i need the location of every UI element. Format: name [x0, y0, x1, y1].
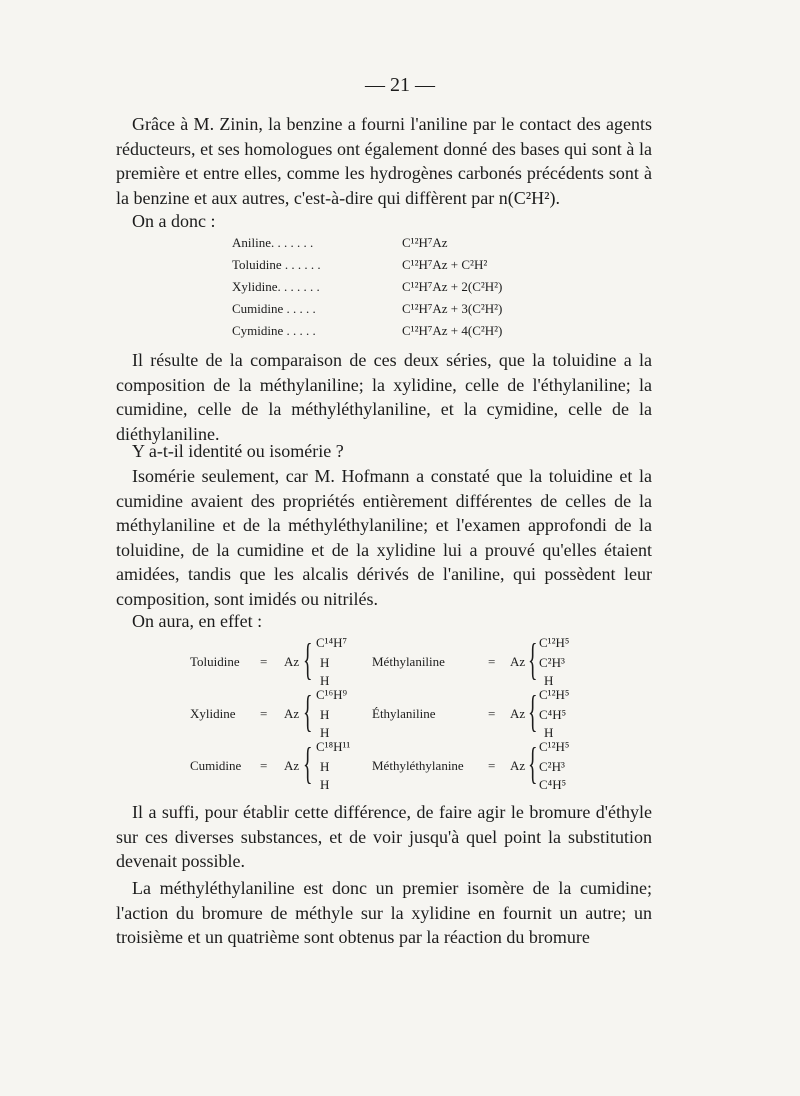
brace-icon: {	[528, 635, 538, 684]
paragraph-7	[116, 800, 652, 874]
formula-part: H	[320, 707, 330, 722]
formula-part: H	[320, 777, 330, 792]
series-formula: C¹²H⁷Az + C²H²	[402, 257, 488, 272]
formula-az: Az	[284, 758, 300, 773]
paragraph-2: On a donc :	[132, 211, 216, 231]
formula-part: H	[320, 759, 330, 774]
formula-name: Méthyléthylanine	[372, 758, 464, 773]
formula-part: C²H³	[539, 655, 565, 670]
series-name: Xylidine. . . . . . .	[232, 279, 320, 294]
paragraph-5	[116, 464, 652, 611]
paragraph-6: On aura, en effet :	[132, 611, 263, 631]
formula-part: C¹⁸H¹¹	[316, 739, 351, 754]
formula-part: H	[544, 673, 554, 688]
series-formula: C¹²H⁷Az + 3(C²H²)	[402, 301, 503, 316]
series-name: Cumidine . . . . .	[232, 301, 316, 316]
paragraph-8-text: La méthyléthylaniline est donc un premier isomère de la cumidine; l'action du bromure de méthyle sur la xylidine en fournit un autre; un troisième et un quatrième sont obtenus par la réaction du bromure	[116, 878, 652, 947]
formula-az: Az	[510, 758, 526, 773]
formula-az: Az	[510, 654, 526, 669]
series-name: Toluidine . . . . . .	[232, 257, 321, 272]
paragraph-4: Y a-t-il identité ou isomérie ?	[132, 441, 344, 461]
formula-part: H	[320, 725, 330, 740]
formula-part: C¹²H⁵	[539, 635, 570, 650]
brace-icon: {	[528, 687, 538, 736]
paragraph-5-text: Isomérie seulement, car M. Hofmann a constaté que la toluidine et la cumidine avaient des propriétés entièrement différentes de celles de la méthylaniline et de la méthyléthylaniline; et l'examen approfondi de la toluidine, de la cumidine et de la xylidine lui a prouvé qu'elles étaient amidées, tandis que les alcalis dérivés de l'aniline, qui possèdent leur composition, sont imidés ou nitrilés.	[116, 466, 652, 609]
brace-icon: {	[303, 687, 313, 736]
formula-name: Éthylaniline	[372, 706, 436, 721]
equals-sign: =	[488, 706, 496, 721]
formula-part: C¹²H⁵	[539, 687, 570, 702]
formula-part: H	[320, 673, 330, 688]
formula-az: Az	[510, 706, 526, 721]
series-name: Aniline. . . . . . .	[232, 235, 314, 250]
equals-sign: =	[260, 758, 268, 773]
brace-icon: {	[528, 739, 538, 788]
formula-part: C¹⁴H⁷	[316, 635, 348, 650]
formula-az: Az	[284, 706, 300, 721]
formula-name: Toluidine	[190, 654, 240, 669]
formula-part: H	[544, 725, 554, 740]
formula-part: C⁴H⁵	[539, 777, 567, 792]
formula-part: C²H³	[539, 759, 565, 774]
paragraph-3-text: Il résulte de la comparaison de ces deux séries, que la toluidine a la composition de la méthylaniline; la xylidine, celle de l'éthylaniline; la cumidine, celle de la méthyléthylaniline, et la cymidine, celle de la diéthylaniline.	[116, 350, 652, 444]
formula-part: C¹⁶H⁹	[316, 687, 348, 702]
formula-name: Cumidine	[190, 758, 242, 773]
equals-sign: =	[260, 654, 268, 669]
formula-az: Az	[284, 654, 300, 669]
formula-name: Méthylaniline	[372, 654, 445, 669]
formula-name: Xylidine	[190, 706, 236, 721]
equals-sign: =	[488, 654, 496, 669]
paragraph-3	[116, 348, 652, 446]
formula-part: C¹²H⁵	[539, 739, 570, 754]
paragraph-1-text: Grâce à M. Zinin, la benzine a fourni l'aniline par le contact des agents réducteurs, et ses homologues ont également donné des bases qui sont à la première et entre elles, comme les hydrogènes carbonés précédents sont à la benzine et aux autres, c'est-à-dire qui diffèrent par n(C²H²).	[116, 114, 652, 208]
formula-part: C⁴H⁵	[539, 707, 567, 722]
brace-icon: {	[303, 739, 313, 788]
paragraph-7-text: Il a suffi, pour établir cette différence, de faire agir le bromure d'éthyle sur ces diverses substances, et de voir jusqu'à quel point la substitution devenait possible.	[116, 802, 652, 871]
series-formula: C¹²H⁷Az + 4(C²H²)	[402, 323, 503, 338]
paragraph-1	[116, 112, 652, 210]
equals-sign: =	[260, 706, 268, 721]
brace-icon: {	[303, 635, 313, 684]
series-formula: C¹²H⁷Az + 2(C²H²)	[402, 279, 503, 294]
paragraph-8	[116, 876, 652, 950]
equals-sign: =	[488, 758, 496, 773]
series-formula: C¹²H⁷Az	[402, 235, 448, 250]
series-name: Cymidine . . . . .	[232, 323, 316, 338]
page-number: — 21 —	[365, 74, 435, 96]
formula-part: H	[320, 655, 330, 670]
